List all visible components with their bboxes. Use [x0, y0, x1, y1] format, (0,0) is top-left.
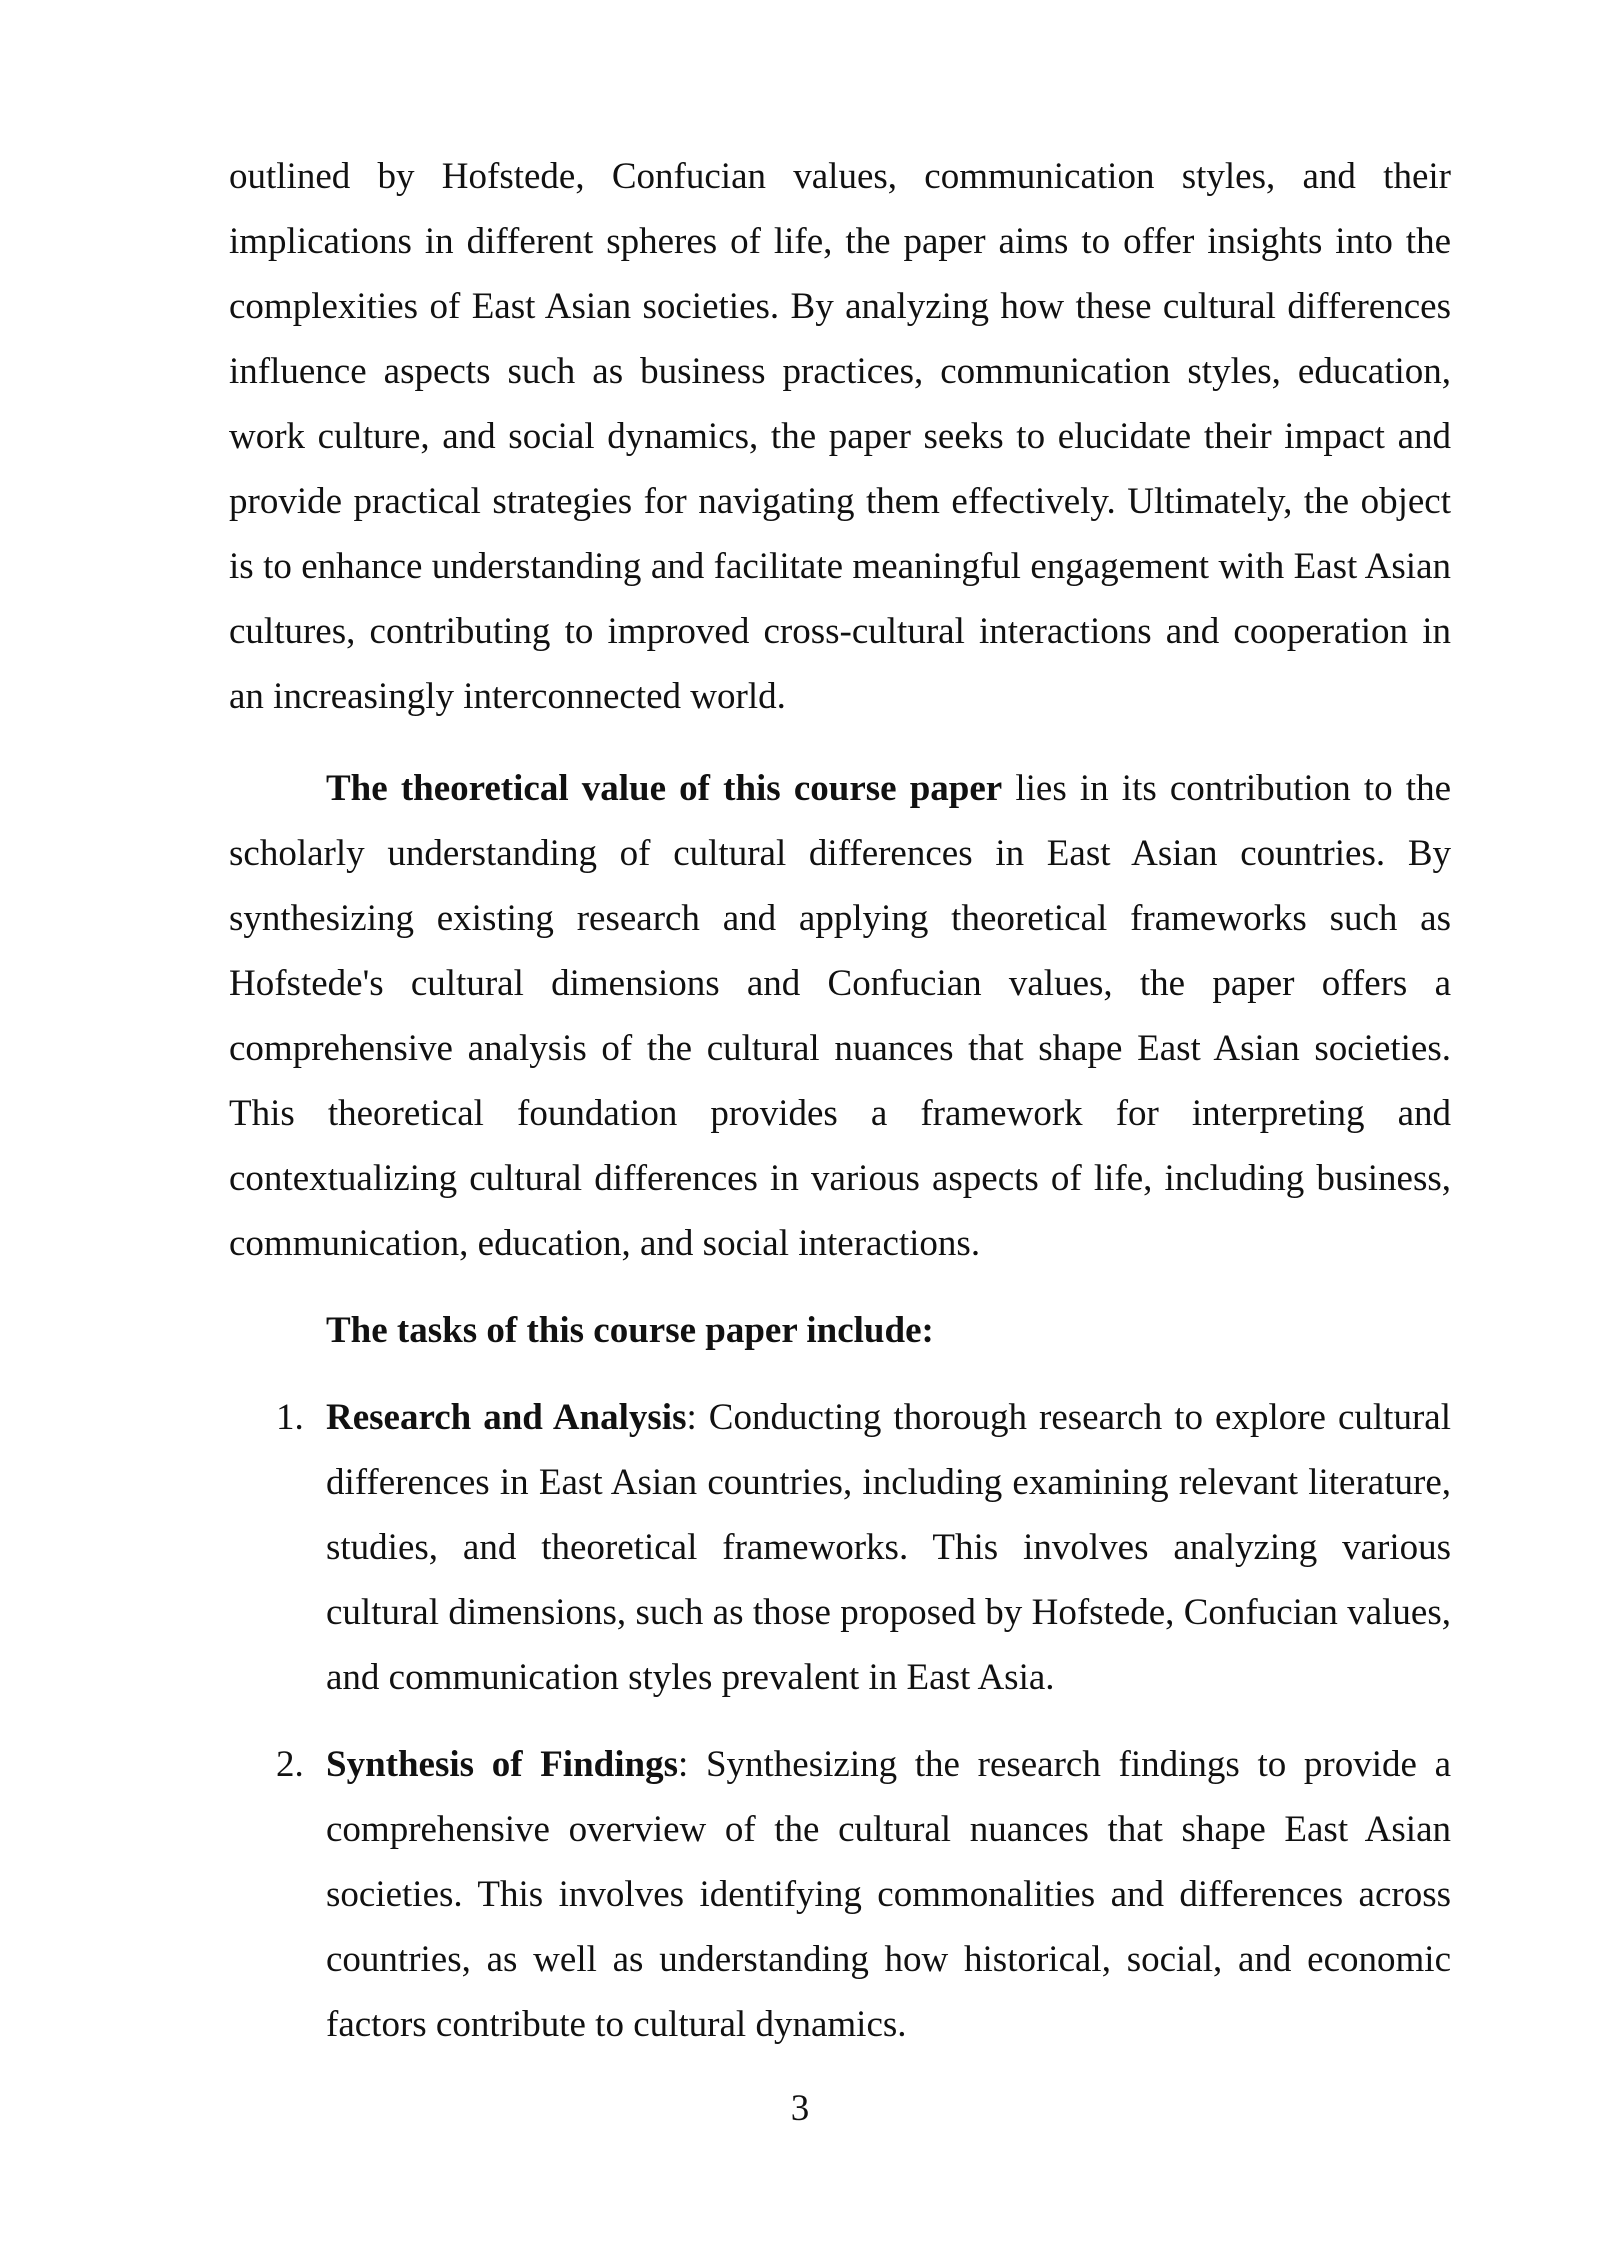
tasks-heading: The tasks of this course paper include:: [326, 1310, 934, 1351]
page-number: 3: [790, 2088, 810, 2129]
list-item-research-analysis: [276, 1385, 1451, 1710]
list-item-synthesis-findings: [276, 1732, 1451, 2057]
list-item-title: Synthesis of Findings: [326, 1744, 678, 1785]
paragraph-objectives: outlined by Hofstede, Confucian values, communication styles, and their implications in different spheres of life, the paper aims to offer insights into the complexities of East Asian societies. By analyzing how these cultural differences influence aspects such as business practices, communication styles, education, work culture, and social dynamics, the paper seeks to elucidate their impact and provide practical strategies for navigating them effectively. Ultimately, the object is to enhance understanding and facilitate meaningful engagement with East Asian cultures, contributing to improved cross-cultural interactions and cooperation in an increasingly interconnected world.: [229, 156, 1451, 717]
list-item-title: Research and Analysis: [326, 1397, 687, 1438]
theoretical-value-lead: The theoretical value of this course paper: [326, 768, 1003, 809]
list-item-text: : Synthesizing the research findings to provide a comprehensive overview of the cultural nuances that shape East Asian societies. This involves identifying commonalities and differences across countries, as well as understanding how historical, social, and economic factors contribute to cultural dynamics.: [326, 1744, 1451, 2045]
theoretical-value-text: lies in its contribution to the scholarly understanding of cultural differences in East Asian countries. By synthesizing existing research and applying theoretical frameworks such as Hofstede's cultural dimensions and Confucian values, the paper offers a comprehensive analysis of the cultural nuances that shape East Asian societies. This theoretical foundation provides a framework for interpreting and contextualizing cultural differences in various aspects of life, including business, communication, education, and social interactions.: [229, 768, 1451, 1264]
list-item-text: : Conducting thorough research to explore cultural differences in East Asian countries, including examining relevant literature, studies, and theoretical frameworks. This involves analyzing various cultural dimensions, such as those proposed by Hofstede, Confucian values, and communication styles prevalent in East Asia.: [326, 1397, 1451, 1698]
list-number: 1.: [276, 1397, 304, 1438]
paragraph-theoretical-value: [229, 756, 1451, 1276]
list-number: 2.: [276, 1744, 304, 1785]
